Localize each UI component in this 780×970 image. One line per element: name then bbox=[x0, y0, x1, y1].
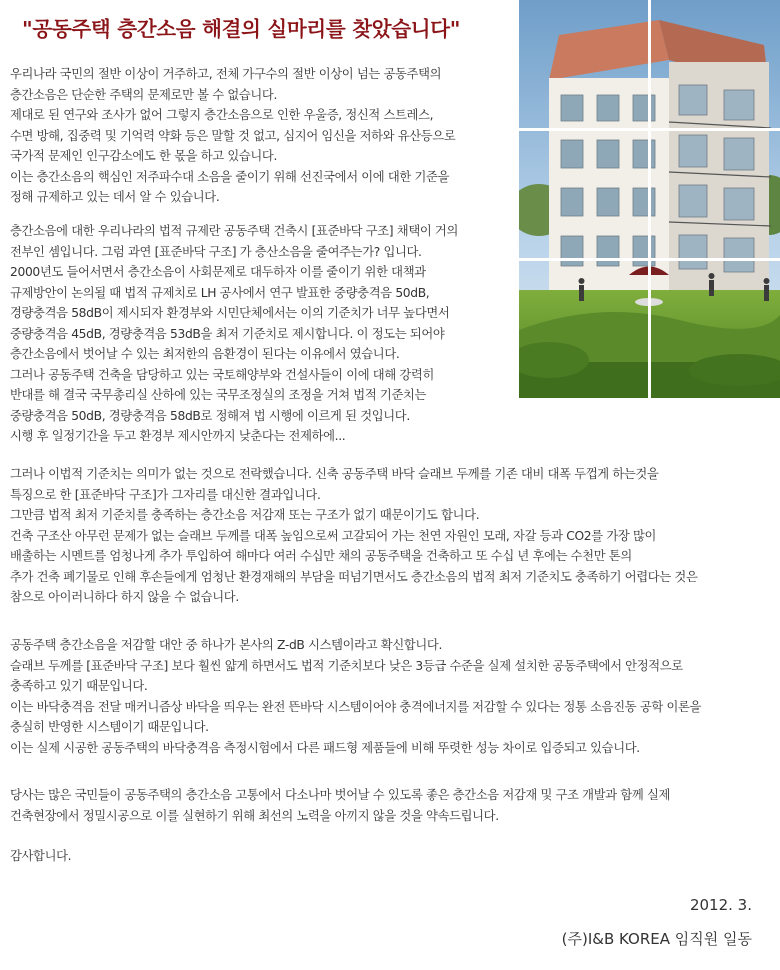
paragraph-thanks bbox=[10, 846, 71, 867]
text-line: 정해 규제하고 있는 데서 알 수 있습니다. bbox=[10, 190, 220, 204]
paragraph-regulation bbox=[10, 221, 458, 447]
text-line: 시행 후 일정기간을 두고 환경부 제시안까지 낮춘다는 전제하에... bbox=[10, 429, 346, 443]
paragraph-promise bbox=[10, 785, 670, 826]
text-line: 건축현장에서 정밀시공으로 이를 실현하기 위해 최선의 노력을 아끼지 않을 것을 약속드립니다. bbox=[10, 808, 499, 823]
text-line: 감사합니다. bbox=[10, 849, 72, 863]
text-line: 전부인 셈입니다. 그럼 과연 [표준바닥 구조] 가 층산소음을 줄여주는가? 입니다. bbox=[10, 244, 422, 259]
text-line: 당사는 많은 국민들이 공동주택의 층간소음 고통에서 다소나마 벗어날 수 있도록 좋은 층간소음 저감재 및 구조 개발과 함께 실제 bbox=[10, 788, 670, 802]
text-line: 국가적 문제인 인구감소에도 한 몫을 하고 있습니다. bbox=[10, 149, 278, 163]
text-line: 특징으로 한 [표준바닥 구조]가 그자리를 대신한 결과입니다. bbox=[10, 487, 321, 502]
text-line: 슬래브 두께를 [표준바닥 구조] 보다 훨씬 얇게 하면서도 법적 기준치보다 낮은 3등급 수준을 실제 설치한 공동주택에서 안정적으로 bbox=[10, 658, 683, 673]
text-line: 중량충격음 50dB, 경량충격음 58dB로 정해져 법 시행에 이르게 된 것입니다. bbox=[10, 408, 410, 423]
text-line: 제대로 된 연구와 조사가 없어 그렇지 층간소음으로 인한 우울증, 정신적 스트레스, bbox=[10, 108, 434, 122]
signature-date: 2012. 3. bbox=[689, 896, 752, 914]
paragraph-intro bbox=[10, 64, 455, 208]
text-line: 층간소음에서 벗어날 수 있는 최저한의 음환경이 된다는 이유에서 였습니다. bbox=[10, 347, 400, 361]
text-line: 그러나 이법적 기준치는 의미가 없는 것으로 전락했습니다. 신축 공동주택 바닥 슬래브 두께를 기존 대비 대폭 두껍게 하는것을 bbox=[10, 467, 659, 481]
text-line: 층간소음은 단순한 주택의 문제로만 볼 수 없습니다. bbox=[10, 87, 278, 102]
text-line: 2000년도 들어서면서 층간소음이 사회문제로 대두하자 이를 줄이기 위한 대책과 bbox=[10, 265, 426, 279]
text-line: 반대를 해 결국 국무총리실 산하에 있는 국무조정실의 조정을 거쳐 법적 기준치는 bbox=[10, 388, 427, 402]
text-line: 경량충격음 58dB이 제시되자 환경부와 시민단체에서는 이의 기준치가 너무 높다면서 bbox=[10, 306, 450, 320]
text-line: 참으로 아이러니하다 하지 않을 수 없습니다. bbox=[10, 590, 239, 604]
text-line: 공동주택 층간소음을 저감할 대안 중 하나가 본사의 Z-dB 시스템이라고 확신합니다. bbox=[10, 638, 442, 652]
text-line: 수면 방해, 집중력 및 기억력 약화 등은 말할 것 없고, 심지어 임신을 저하와 유산등으로 bbox=[10, 128, 456, 143]
text-line: 이는 실제 시공한 공동주택의 바닥충격음 측정시험에서 다른 패드형 제품들에 비해 뚜렷한 성능 차이로 입증되고 있습니다. bbox=[10, 740, 640, 755]
text-line: 건축 구조산 아무런 문제가 없는 슬래브 두께를 대폭 높임으로써 고갈되어 가는 천연 자원인 모래, 자갈 등과 CO2를 가장 많이 bbox=[10, 528, 657, 543]
text-line: 충족하고 있기 때문입니다. bbox=[10, 679, 148, 693]
text-line: 이는 바닥충격음 전달 매커니즘상 바닥을 띄우는 완전 뜬바닥 시스템이어야 충격에너지를 저감할 수 있다는 정통 소음진동 공학 이론을 bbox=[10, 699, 702, 714]
signature-company: (주)I&B KOREA 임직원 일동 bbox=[561, 930, 752, 948]
text-line: 그러나 공동주택 건축을 담당하고 있는 국토해양부와 건설사들이 이에 대해 강력히 bbox=[10, 367, 435, 382]
paragraph-standard-floor bbox=[10, 464, 697, 608]
text-line: 이는 층간소음의 핵심인 저주파수대 소음을 줄이기 위해 선진국에서 이에 대한 기준을 bbox=[10, 169, 450, 184]
text-line: 추가 건축 폐기물로 인해 후손들에게 엄청난 환경재해의 부담을 떠넘기면서도 층간소음의 법적 최저 기준치도 충족하기 어렵다는 것은 bbox=[10, 569, 698, 584]
text-line: 충실히 반영한 시스템이기 때문입니다. bbox=[10, 720, 209, 734]
paragraph-zdb-system bbox=[10, 635, 701, 758]
text-line: 규제방안이 논의될 때 법적 규제치로 LH 공사에서 연구 발표한 중량충격음 50dB, bbox=[10, 285, 430, 300]
text-line: 배출하는 시멘트를 엄청나게 추가 투입하여 해마다 여러 수십만 채의 공동주택을 건축하고 또 수십 년 후에는 수천만 톤의 bbox=[10, 549, 632, 563]
apartment-building-photo bbox=[519, 0, 780, 398]
text-line: 우리나라 국민의 절반 이상이 거주하고, 전체 가구수의 절반 이상이 넘는 공동주택의 bbox=[10, 67, 442, 81]
text-line: 층간소음에 대한 우리나라의 법적 규제란 공동주택 건축시 [표준바닥 구조] 채택이 거의 bbox=[10, 224, 458, 238]
text-line: 중량충격음 45dB, 경량충격음 53dB을 최저 기준치로 제시합니다. 이 정도는 되어야 bbox=[10, 326, 445, 341]
page-title: "공동주택 층간소음 해결의 실마리를 찾았습니다" bbox=[22, 17, 461, 41]
text-line: 그만큼 법적 최저 기준치를 충족하는 층간소음 저감재 또는 구조가 없기 때문이기도 합니다. bbox=[10, 508, 480, 522]
